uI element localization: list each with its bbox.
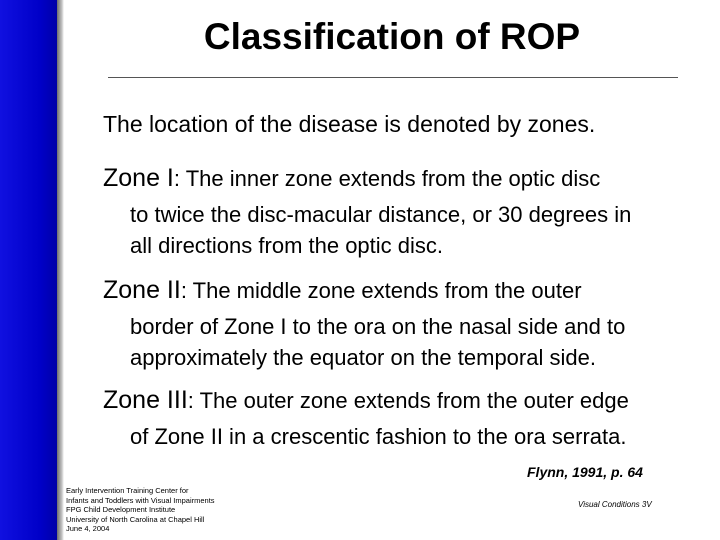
- slide-title: Classification of ROP: [203, 16, 581, 57]
- zone-1-description: : The inner zone extends from the optic disc: [173, 166, 601, 191]
- zone-1-first-line: [103, 163, 703, 194]
- zone-3-continuation-line-1: of Zone II in a crescentic fashion to the ora serrata.: [130, 424, 627, 449]
- footer-line-2: Infants and Toddlers with Visual Impairments: [66, 495, 215, 505]
- left-accent-bar-shadow: [57, 0, 64, 540]
- zone-2-first-line: [103, 275, 703, 306]
- zone-1-continuation: [103, 199, 703, 261]
- zone-3-name: Zone III: [103, 386, 188, 414]
- footer-line-3: FPG Child Development Institute: [66, 505, 176, 515]
- zone-1-continuation-line-2: all directions from the optic disc.: [130, 233, 444, 258]
- zone-1-continuation-line-1: to twice the disc-macular distance, or 30 degrees in: [130, 202, 632, 227]
- footer-line-4: University of North Carolina at Chapel Hill: [66, 514, 205, 524]
- zone-3-first-line: [103, 385, 703, 416]
- slide-footer-label: Visual Conditions 3V: [578, 500, 652, 509]
- zone-3-block: [103, 385, 703, 452]
- citation: Flynn, 1991, p. 64: [527, 464, 643, 480]
- zone-1-block: [103, 163, 703, 261]
- zone-2-block: [103, 275, 703, 373]
- zone-3-description: : The outer zone extends from the outer edge: [187, 388, 629, 413]
- zone-2-continuation-line-1: border of Zone I to the ora on the nasal side and to: [130, 314, 626, 339]
- zone-3-continuation: [103, 421, 703, 452]
- zone-1-name: Zone I: [103, 164, 174, 192]
- zone-2-continuation-line-2: approximately the equator on the temporal side.: [130, 345, 596, 370]
- footer-line-1: Early Intervention Training Center for: [66, 486, 189, 495]
- title-divider: [108, 77, 678, 78]
- zone-2-continuation: [103, 311, 703, 373]
- zone-2-name: Zone II: [103, 276, 181, 304]
- intro-text: The location of the disease is denoted by zones.: [103, 111, 596, 137]
- left-accent-bar: [0, 0, 57, 540]
- footer-credits: [66, 486, 215, 534]
- zone-2-description: : The middle zone extends from the outer: [180, 278, 582, 303]
- footer-line-5: June 4, 2004: [66, 524, 110, 534]
